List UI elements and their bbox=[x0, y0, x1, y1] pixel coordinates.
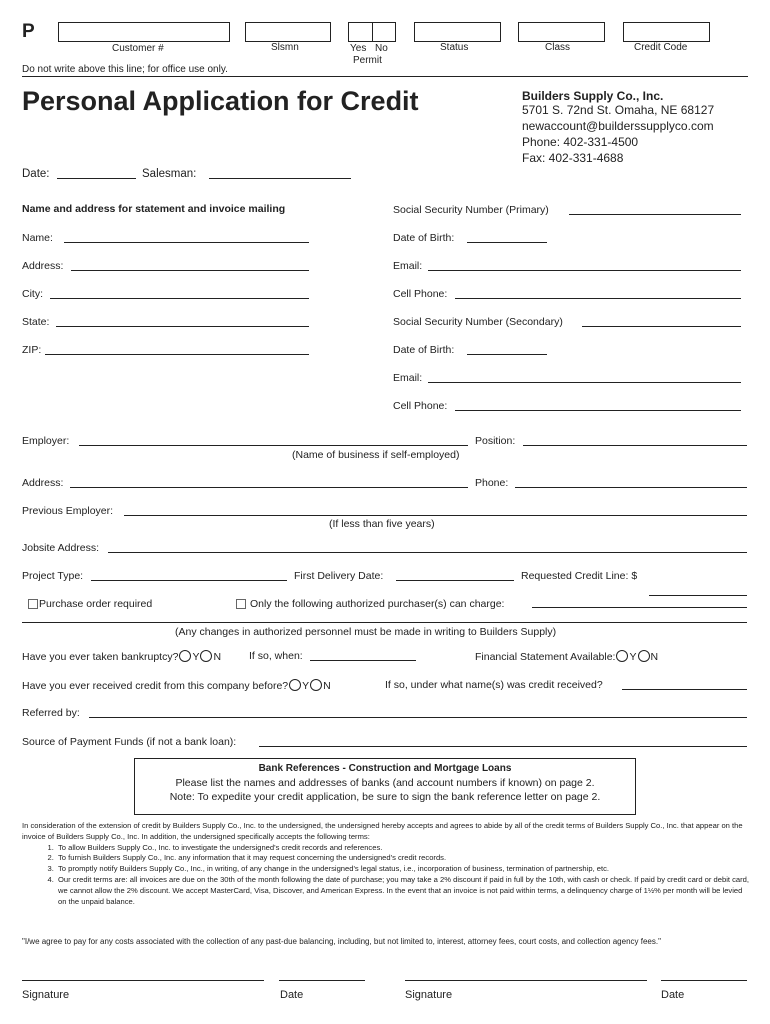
previous-employer-note: (If less than five years) bbox=[329, 518, 435, 530]
prior-credit-yes-radio[interactable] bbox=[289, 679, 301, 691]
salesman-label: Salesman: bbox=[142, 168, 197, 180]
funds-label: Source of Payment Funds (if not a bank loan): bbox=[22, 736, 237, 748]
prior-credit-no-radio[interactable] bbox=[310, 679, 322, 691]
slsmn-box[interactable] bbox=[245, 22, 331, 42]
project-type-field[interactable] bbox=[91, 580, 287, 581]
cell2-field[interactable] bbox=[455, 410, 741, 411]
financial-yes-radio[interactable] bbox=[616, 650, 628, 662]
address-field[interactable] bbox=[71, 270, 309, 271]
zip-field[interactable] bbox=[45, 354, 309, 355]
under-name-field[interactable] bbox=[622, 689, 747, 690]
signature1-field[interactable] bbox=[22, 980, 264, 981]
financial-label: Financial Statement Available: bbox=[475, 651, 616, 663]
collection-clause: "I/we agree to pay for any costs associated with the collection of any past-due balancing, including, but not limited to, interest, attorney fees, court costs, and collection agency fees." bbox=[22, 937, 661, 946]
jobsite-field[interactable] bbox=[108, 552, 747, 553]
credit-code-box[interactable] bbox=[623, 22, 710, 42]
employer-phone-label: Phone: bbox=[475, 477, 509, 489]
bankruptcy-no-radio[interactable] bbox=[200, 650, 212, 662]
prior-credit-yes-label: Y bbox=[302, 680, 310, 692]
bankruptcy-label: Have you ever taken bankruptcy? bbox=[22, 651, 179, 663]
credit-line-field[interactable] bbox=[649, 595, 747, 596]
bankruptcy-question bbox=[22, 650, 221, 663]
jobsite-label: Jobsite Address: bbox=[22, 542, 100, 554]
financial-no-radio[interactable] bbox=[638, 650, 650, 662]
signature1-label: Signature bbox=[22, 989, 70, 1001]
funds-field[interactable] bbox=[259, 746, 747, 747]
ssn-primary-field[interactable] bbox=[569, 214, 741, 215]
dob1-field[interactable] bbox=[467, 242, 547, 243]
referred-label: Referred by: bbox=[22, 707, 80, 719]
signature2-field[interactable] bbox=[405, 980, 647, 981]
email2-field[interactable] bbox=[428, 382, 741, 383]
project-type-label: Project Type: bbox=[22, 570, 84, 582]
prior-credit-label: Have you ever received credit from this company before? bbox=[22, 680, 289, 692]
office-p-label: P bbox=[22, 21, 35, 42]
authorized-note: (Any changes in authorized personnel must be made in writing to Builders Supply) bbox=[175, 626, 557, 638]
zip-label: ZIP: bbox=[22, 344, 42, 356]
permit-no-label: No bbox=[375, 43, 388, 54]
terms-block bbox=[22, 821, 750, 907]
cell2-label: Cell Phone: bbox=[393, 400, 448, 412]
permit-yes-label: Yes bbox=[350, 43, 367, 54]
position-label: Position: bbox=[475, 435, 516, 447]
email1-field[interactable] bbox=[428, 270, 741, 271]
permit-yes-box[interactable] bbox=[348, 22, 373, 42]
status-box[interactable] bbox=[414, 22, 501, 42]
page-title: Personal Application for Credit bbox=[22, 86, 419, 116]
signature2-label: Signature bbox=[405, 989, 453, 1001]
prior-credit-no-label: N bbox=[323, 680, 331, 692]
company-name: Builders Supply Co., Inc. bbox=[522, 89, 664, 103]
previous-employer-field[interactable] bbox=[124, 515, 747, 516]
first-delivery-field[interactable] bbox=[396, 580, 514, 581]
financial-question bbox=[475, 650, 658, 663]
permit-no-box[interactable] bbox=[372, 22, 396, 42]
employer-note: (Name of business if self-employed) bbox=[292, 449, 460, 461]
customer-number-label: Customer # bbox=[112, 43, 164, 54]
po-required-checkbox[interactable] bbox=[28, 599, 38, 609]
name-field[interactable] bbox=[64, 242, 309, 243]
class-box[interactable] bbox=[518, 22, 605, 42]
financial-yes-label: Y bbox=[629, 651, 637, 663]
financial-no-label: N bbox=[650, 651, 659, 663]
customer-number-box[interactable] bbox=[58, 22, 230, 42]
authorized-field[interactable] bbox=[532, 607, 747, 608]
bank-box-line1: Please list the names and addresses of banks (and account numbers if known) on page 2. bbox=[175, 777, 595, 789]
employer-address-field[interactable] bbox=[70, 487, 468, 488]
name-label: Name: bbox=[22, 232, 53, 244]
dob1-label: Date of Birth: bbox=[393, 232, 455, 244]
terms-item: 1. To allow Builders Supply Co., Inc. to investigate the undersigned's credit records and references. bbox=[56, 843, 750, 854]
po-required-label: Purchase order required bbox=[39, 598, 153, 610]
position-field[interactable] bbox=[523, 445, 747, 446]
date2-label: Date bbox=[661, 989, 685, 1001]
address-label: Address: bbox=[22, 260, 64, 272]
employer-label: Employer: bbox=[22, 435, 70, 447]
employer-field[interactable] bbox=[79, 445, 468, 446]
company-fax: Fax: 402-331-4688 bbox=[522, 151, 624, 165]
terms-item: 4. Our credit terms are: all invoices are due on the 30th of the month following the date of purchase; you may take a 2% discount if paid in full by the 10th, with cash or check. If paid by credit card or debit card, we cannot allow the 2% discount. We accept MasterCard, Visa, Discover, and American Express. In the event that an invoice is not paid within terms, a delinquency charge of 1½% per month will be levied on the unpaid balance. bbox=[56, 875, 750, 907]
bankruptcy-yes-label: Y bbox=[192, 651, 200, 663]
if-so-when-label: If so, when: bbox=[249, 650, 303, 662]
email2-label: Email: bbox=[393, 372, 423, 384]
dob2-label: Date of Birth: bbox=[393, 344, 455, 356]
terms-item: 3. To promptly notify Builders Supply Co., Inc., in writing, of any change in the undersigned's legal status, i.e., incorporation of business, termination of partnership, etc. bbox=[56, 864, 750, 875]
cell1-field[interactable] bbox=[455, 298, 741, 299]
employer-phone-field[interactable] bbox=[515, 487, 747, 488]
bankruptcy-no-label: N bbox=[213, 651, 222, 663]
state-label: State: bbox=[22, 316, 50, 328]
date-field[interactable] bbox=[57, 178, 136, 179]
credit-line-label: Requested Credit Line: $ bbox=[521, 570, 638, 582]
authorized-checkbox[interactable] bbox=[236, 599, 246, 609]
salesman-field[interactable] bbox=[209, 178, 351, 179]
under-name-label: If so, under what name(s) was credit received? bbox=[385, 679, 603, 691]
company-address: 5701 S. 72nd St. Omaha, NE 68127 bbox=[522, 103, 715, 117]
class-label: Class bbox=[545, 42, 571, 53]
city-field[interactable] bbox=[50, 298, 309, 299]
terms-intro: In consideration of the extension of credit by Builders Supply Co., Inc. to the undersigned, the undersigned hereby accepts and agrees to abide by all of the credit terms of Builders Supply Co., Inc. that appear on the invoice of Builders Supply Co., Inc. In addition, the undersigned specifically accepts the following terms: bbox=[22, 821, 743, 841]
slsmn-label: Slsmn bbox=[271, 42, 299, 53]
state-field[interactable] bbox=[56, 326, 309, 327]
company-phone: Phone: 402-331-4500 bbox=[522, 135, 639, 149]
first-delivery-label: First Delivery Date: bbox=[294, 570, 384, 582]
status-label: Status bbox=[440, 42, 469, 53]
bank-box-title: Bank References - Construction and Mortgage Loans bbox=[258, 763, 512, 774]
mailing-heading: Name and address for statement and invoice mailing bbox=[22, 203, 286, 215]
bankruptcy-yes-radio[interactable] bbox=[179, 650, 191, 662]
office-divider bbox=[22, 76, 748, 77]
terms-list bbox=[22, 843, 750, 908]
email1-label: Email: bbox=[393, 260, 423, 272]
previous-employer-label: Previous Employer: bbox=[22, 505, 114, 517]
office-use-note: Do not write above this line; for office use only. bbox=[22, 64, 228, 75]
ssn-primary-label: Social Security Number (Primary) bbox=[393, 204, 549, 216]
prior-credit-question bbox=[22, 679, 331, 692]
credit-code-label: Credit Code bbox=[634, 42, 688, 53]
permit-label: Permit bbox=[353, 55, 382, 66]
date-label: Date: bbox=[22, 168, 50, 180]
dob2-field[interactable] bbox=[467, 354, 547, 355]
authorized-label: Only the following authorized purchaser(s) can charge: bbox=[250, 598, 505, 610]
authorized-line-2[interactable] bbox=[22, 622, 747, 623]
bank-box-line2: Note: To expedite your credit application, be sure to sign the bank reference letter on page 2. bbox=[169, 791, 601, 803]
employer-address-label: Address: bbox=[22, 477, 64, 489]
date1-label: Date bbox=[280, 989, 304, 1001]
terms-item: 2. To furnish Builders Supply Co., Inc. any information that it may request concerning the undersigned's credit records. bbox=[56, 853, 750, 864]
date1-field[interactable] bbox=[279, 980, 365, 981]
bankruptcy-when-field[interactable] bbox=[310, 660, 416, 661]
date2-field[interactable] bbox=[661, 980, 747, 981]
cell1-label: Cell Phone: bbox=[393, 288, 448, 300]
city-label: City: bbox=[22, 288, 43, 300]
referred-field[interactable] bbox=[89, 717, 747, 718]
company-email: newaccount@builderssupplyco.com bbox=[522, 119, 714, 133]
ssn-secondary-label: Social Security Number (Secondary) bbox=[393, 316, 563, 328]
ssn-secondary-field[interactable] bbox=[582, 326, 741, 327]
